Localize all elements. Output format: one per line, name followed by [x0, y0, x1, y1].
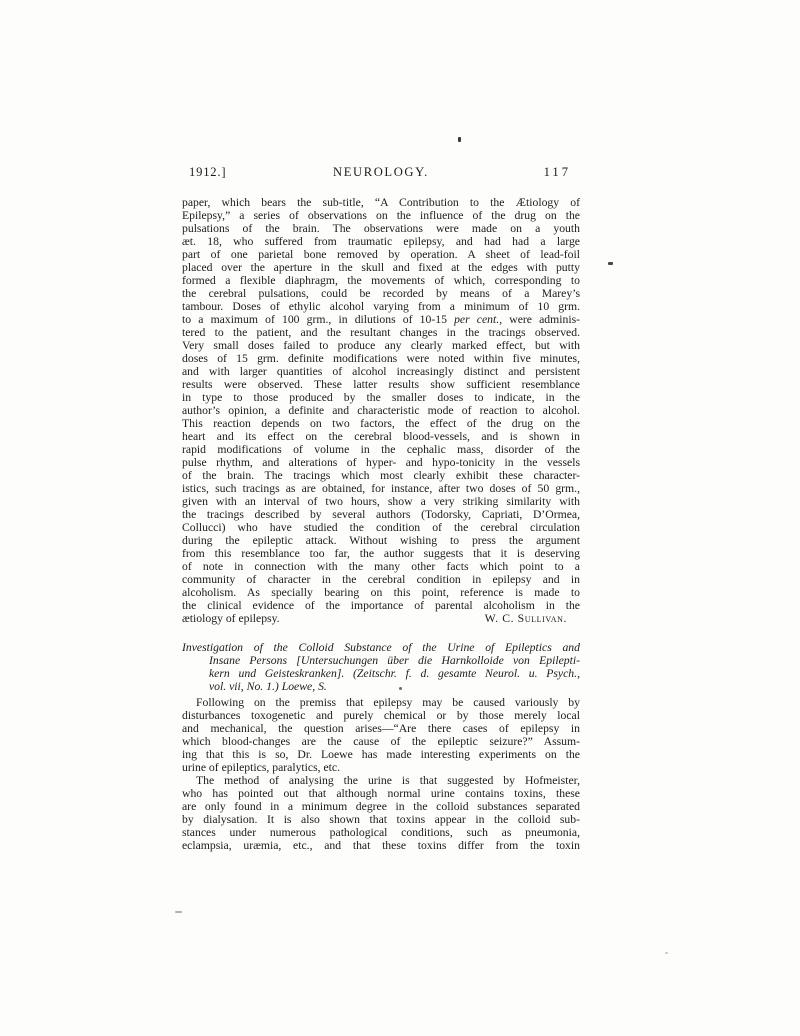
body-text-line: rapid modifications of volume in the cephalic mass, disorder of the	[182, 443, 580, 456]
body-text-line: by dialysation. It is also shown that toxins appear in the colloid sub-	[182, 813, 580, 826]
body-text-line: author’s opinion, a definite and characteristic mode of reaction to alcohol.	[182, 404, 580, 417]
page-number: 117	[543, 165, 571, 179]
body-text-line: and with larger quantities of alcohol increasingly distinct and persistent	[182, 365, 580, 378]
body-text-line: pulse rhythm, and alterations of hyper- and hypo-tonicity in the vessels	[182, 456, 580, 469]
body-text-line: during the epileptic attack. Without wishing to press the argument	[182, 534, 580, 547]
page-header	[182, 166, 580, 179]
body-text-line: who has pointed out that although normal urine contains toxins, these	[182, 787, 580, 800]
page-text-block	[182, 166, 580, 852]
body-text-line: to a maximum of 100 grm., in dilutions of 10-15 per cent., were adminis-	[182, 313, 581, 326]
heading-line: kern und Geisteskranken]. (Zeitschr. f. d. gesamte Neurol. u. Psych.,	[209, 667, 580, 680]
body-text-line: given with an interval of two hours, show a very striking similarity with	[182, 495, 580, 508]
heading-line: Investigation of the Colloid Substance of the Urine of Epileptics and	[182, 641, 580, 654]
heading-line: Insane Persons [Untersuchungen über die Harnkolloide von Epilepti-	[209, 654, 580, 667]
body-text-line: the clinical evidence of the importance of parental alcoholism in the	[182, 599, 580, 612]
scan-speck	[399, 687, 402, 690]
body-text-line: in type to those produced by the smaller doses to indicate, in the	[182, 391, 580, 404]
body-text-line: and mechanical, the question arises—“Are there cases of epilepsy in	[182, 722, 580, 735]
body-text-line: the cerebral pulsations, could be recorded by means of a Marey’s	[182, 287, 580, 300]
body-text-line: heart and its effect on the cerebral blood-vessels, and is shown in	[182, 430, 580, 443]
body-text-line: formed a flexible diaphragm, the movements of which, corresponding to	[182, 274, 580, 287]
scan-speck	[665, 952, 668, 954]
body-text-line: ætiology of epilepsy.	[182, 612, 280, 625]
body-text-line: part of one parietal bone removed by operation. A sheet of lead-foil	[182, 248, 580, 261]
body-text-line: pulsations of the brain. The observations were made on a youth	[182, 222, 580, 235]
article-1-closing-line	[182, 612, 580, 625]
body-text-line: which blood-changes are the cause of the epileptic seizure?” Assum-	[182, 735, 580, 748]
body-text-line: placed over the aperture in the skull and fixed at the edges with putty	[182, 261, 580, 274]
body-text-line: tambour. Doses of ethylic alcohol varying from a minimum of 10 grm.	[182, 300, 580, 313]
scan-speck	[458, 137, 461, 142]
body-text-line: Collucci) who have studied the condition of the cerebral circulation	[182, 521, 580, 534]
article-2-paragraph-2	[182, 774, 580, 852]
body-text-line: stances under numerous pathological conditions, such as pneumonia,	[182, 826, 580, 839]
body-text-line: doses of 15 grm. definite modifications were noted within five minutes,	[182, 352, 580, 365]
body-text-line: are only found in a minimum degree in the colloid substances separated	[182, 800, 580, 813]
body-text-line: alcoholism. As specially bearing on this point, reference is made to	[182, 586, 580, 599]
body-text-line: community of character in the cerebral condition in epilepsy and in	[182, 573, 580, 586]
body-text-line: of note in connection with the many other facts which point to a	[182, 560, 580, 573]
body-text-line: of the brain. The tracings which most clearly exhibit these character-	[182, 469, 580, 482]
journal-section-title: NEUROLOGY.	[333, 165, 429, 179]
article-2-paragraph-1	[182, 696, 580, 774]
article-2-heading	[182, 641, 580, 693]
article-1-body	[182, 196, 580, 612]
body-text-line: ing that this is so, Dr. Loewe has made interesting experiments on the	[182, 748, 580, 761]
body-text-line: istics, such tracings as are obtained, for instance, after two doses of 50 grm.,	[182, 482, 580, 495]
body-text-line: eclampsia, uræmia, etc., and that these toxins differ from the toxin	[182, 839, 580, 852]
reviewer-signature: W. C. Sullivan.	[484, 612, 567, 625]
body-text-line: Epilepsy,” a series of observations on the influence of the drug on the	[182, 209, 580, 222]
body-text-line: from this resemblance too far, the author suggests that it is deserving	[182, 547, 580, 560]
body-text-line: paper, which bears the sub-title, “A Contribution to the Ætiology of	[182, 196, 580, 209]
body-text-line: disturbances toxogenetic and purely chemical or by those merely local	[182, 709, 580, 722]
body-text-line: æt. 18, who suffered from traumatic epilepsy, and had had a large	[182, 235, 580, 248]
heading-line: vol. vii, No. 1.) Loewe, S.	[209, 680, 327, 693]
body-text-line: This reaction depends on two factors, the effect of the drug on the	[182, 417, 580, 430]
body-text-line: The method of analysing the urine is that suggested by Hofmeister,	[196, 774, 580, 787]
scan-speck	[608, 262, 613, 265]
body-text-line: Following on the premiss that epilepsy may be caused variously by	[196, 696, 580, 709]
body-text-line: urine of epileptics, paralytics, etc.	[182, 761, 341, 774]
body-text-line: results were observed. These latter results show sufficient resemblance	[182, 378, 580, 391]
scan-speck	[175, 911, 182, 913]
body-text-line: Very small doses failed to produce any clearly marked effect, but with	[182, 339, 580, 352]
journal-year: 1912.]	[189, 165, 227, 179]
body-text-line: tered to the patient, and the resultant changes in the tracings observed.	[182, 326, 580, 339]
body-text-line: the tracings described by several authors (Todorsky, Capriati, D’Ormea,	[182, 508, 580, 521]
